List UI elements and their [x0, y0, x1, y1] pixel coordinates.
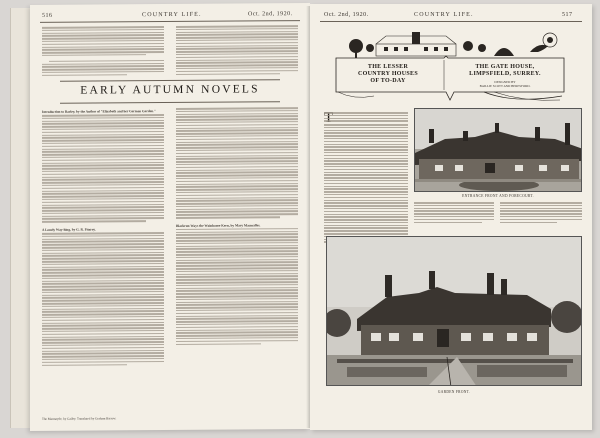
right-text-column-2: [414, 202, 494, 224]
house-title: [450, 64, 560, 78]
left-page: [30, 3, 310, 431]
series-title-line-2: COUNTRY HOUSES: [358, 71, 418, 77]
series-title-line-1: THE LESSER: [367, 64, 409, 70]
architect-credit: [450, 80, 560, 88]
subhead-3: Blackrun Ways the Wainhouse Kern, by Mary Macmalles.: [176, 223, 261, 228]
garden-front-image: [327, 237, 582, 386]
magazine-spread: [10, 4, 592, 430]
house-location: LIMPSFIELD, SURREY.: [469, 71, 541, 77]
credit-line-2: BAILLIE SCOTT AND BERESFORD.: [479, 84, 531, 89]
title-rule-bottom: [60, 101, 280, 104]
header-rule: [40, 20, 300, 23]
series-title: [338, 64, 438, 85]
series-banner: [334, 30, 566, 104]
subhead-2: A Lonely Way-hing, by G. R. Fitzroy.: [42, 227, 96, 232]
left-page-number: 516: [42, 12, 53, 19]
right-page-number: 517: [562, 12, 573, 18]
series-title-line-3: OF TO-DAY: [370, 78, 406, 84]
entrance-front-photo: [414, 108, 582, 192]
left-top-column-2: [176, 25, 298, 76]
garden-front-photo: [326, 236, 582, 386]
left-top-column-1: [42, 26, 164, 77]
house-name: THE GATE HOUSE,: [475, 64, 535, 70]
right-text-column-1: [324, 112, 408, 244]
left-masthead: COUNTRY LIFE.: [142, 11, 202, 19]
right-date: Oct. 2nd, 1920.: [324, 12, 369, 18]
caption-garden: GARDEN FRONT.: [437, 390, 471, 394]
header-rule: [320, 21, 582, 22]
right-text-column-3: [500, 202, 582, 224]
right-masthead: COUNTRY LIFE.: [414, 12, 474, 18]
article-title: EARLY AUTUMN NOVELS: [80, 83, 260, 97]
entrance-front-image: [415, 109, 582, 192]
caption-entrance: ENTRANCE FRONT AND FORECOURT.: [462, 194, 534, 198]
left-body-column-2: [176, 107, 298, 346]
credit-line-1: DESIGNED BY: [494, 80, 516, 84]
left-body-column-1: [42, 108, 164, 367]
title-rule-top: [60, 79, 280, 82]
subhead-1: Introduction to Barley, by the Author of "Elizabeth and her German Garden.": [42, 109, 156, 114]
left-bottom-note: The Marmayde, by Gailey. Translated by Graham Barrow.: [42, 416, 117, 421]
right-page: [310, 4, 592, 430]
left-date: Oct. 2nd, 1920.: [248, 11, 293, 18]
